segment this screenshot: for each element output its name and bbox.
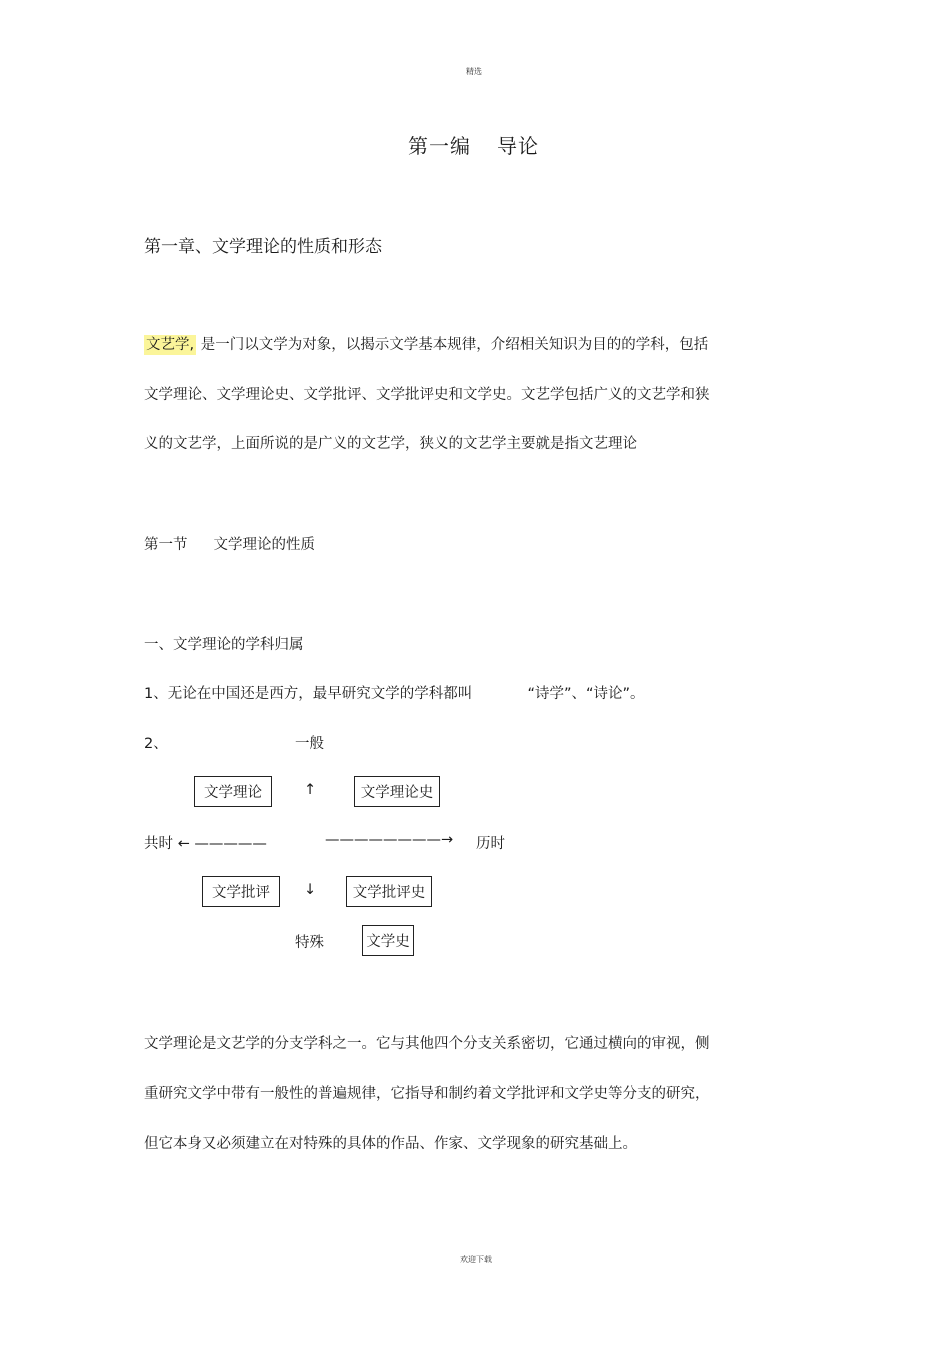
synchronic-axis: 共时 ← ————— [144,836,267,852]
intro-line-1 [144,333,708,354]
down-arrow: ↓ [304,882,317,898]
intro-line-2: 文学理论、文学理论史、文学批评、文学批评史和文学史。文艺学包括广义的文艺学和狭 [144,387,710,403]
box-literary-history: 文学史 [362,925,414,956]
point-1-terms: “诗学”、“诗论”。 [527,686,645,702]
conclusion-line-1: 文学理论是文艺学的分支学科之一。它与其他四个分支关系密切，它通过横向的审视，侧 [144,1036,710,1052]
highlighted-term: 文艺学, [146,337,195,353]
diagram-particular-label: 特殊 [295,935,324,951]
point-1-text: 1、无论在中国还是西方，最早研究文学的学科都叫 [144,686,473,702]
box-literary-theory-history: 文学理论史 [354,776,440,807]
point-2-label: 2、 [144,736,168,752]
box-literary-criticism: 文学批评 [202,876,280,907]
intro-line-1-text: 是一门以文学为对象，以揭示文学基本规律，介绍相关知识为目的的学科，包括 [200,337,709,353]
footer-mark: 欢迎下载 [460,1255,492,1264]
conclusion-line-3: 但它本身又必须建立在对特殊的具体的作品、作家、文学现象的研究基础上。 [144,1136,637,1152]
up-arrow: ↑ [304,782,317,798]
part-title [408,130,539,159]
box-literary-theory: 文学理论 [194,776,272,807]
header-mark: 精选 [466,67,482,76]
conclusion-line-2: 重研究文学中带有一般性的普遍规律，它指导和制约着文学批评和文学史等分支的研究， [144,1086,710,1102]
part-title-left: 第一编 [408,134,471,158]
diagram-general-label: 一般 [295,736,324,752]
subsection-heading: 一、文学理论的学科归属 [144,637,304,653]
box-literary-criticism-history: 文学批评史 [346,876,432,907]
part-title-right: 导论 [497,134,539,158]
diachronic-axis: ————————→ [325,832,454,848]
section-label: 第一节 [144,537,188,553]
diachronic-label: 历时 [476,836,505,852]
chapter-title: 第一章、文学理论的性质和形态 [144,237,382,257]
point-1 [144,682,645,703]
intro-line-3: 义的文艺学，上面所说的是广义的文艺学，狭义的文艺学主要就是指文艺理论 [144,436,637,452]
section-heading [144,533,315,554]
section-title: 文学理论的性质 [213,537,315,553]
